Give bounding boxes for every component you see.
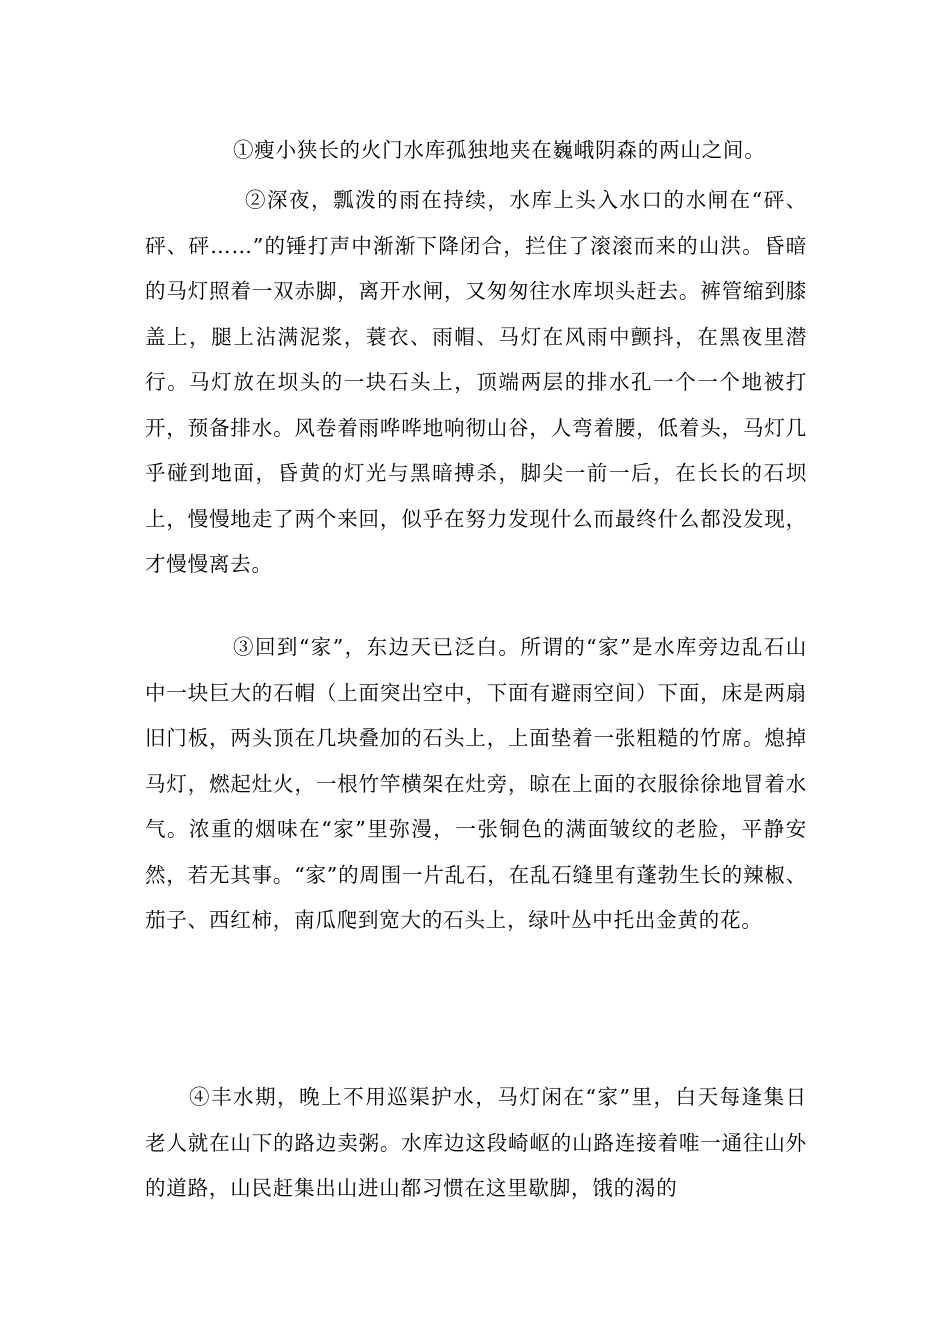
paragraph-4: ④丰水期，晚上不用巡渠护水，马灯闲在“家”里，白天每逢集日老人就在山下的路边卖粥。水库边这段崎岖的山路连接着唯一通往山外的道路，山民赶集出山进山都习惯在这里歇脚，饿的渴的 — [145, 1085, 807, 1200]
paragraph-2: ②深夜，瓢泼的雨在持续，水库上头入水口的水闸在“砰、砰、砰……”的锤打声中渐渐下降闭合，拦住了滚滚而来的山洪。昏暗的马灯照着一双赤脚，离开水闸，又匆匆往水库坝头赶去。裤管缩到膝盖上，腿上沾满泥浆，蓑衣、雨帽、马灯在风雨中颤抖，在黑夜里潜行。马灯放在坝头的一块石头上，顶端两层的排水孔一个一个地被打开，预备排水。风卷着雨哗哗地响彻山谷，人弯着腰，低着头，马灯几乎碰到地面，昏黄的灯光与黑暗搏杀，脚尖一前一后，在长长的石坝上，慢慢地走了两个来回，似乎在努力发现什么而最终什么都没发现，才慢慢离去。 — [145, 188, 807, 576]
paragraph-1: ①瘦小狭长的火门水库孤独地夹在巍峨阴森的两山之间。 — [233, 138, 766, 162]
paragraph-3: ③回到“家”，东边天已泛白。所谓的“家”是水库旁边乱石山中一块巨大的石帽（上面突出空中，下面有避雨空间）下面，床是两扇旧门板，两头顶在几块叠加的石头上，上面垫着一张粗糙的竹席。熄掉马灯，燃起灶火，一根竹竿横架在灶旁，晾在上面的衣服徐徐地冒着水气。浓重的烟味在“家”里弥漫，一张铜色的满面皱纹的老脸，平静安然，若无其事。“家”的周围一片乱石，在乱石缝里有蓬勃生长的辣椒、茄子、西红柿，南瓜爬到宽大的石头上，绿叶丛中托出金黄的花。 — [145, 635, 807, 932]
